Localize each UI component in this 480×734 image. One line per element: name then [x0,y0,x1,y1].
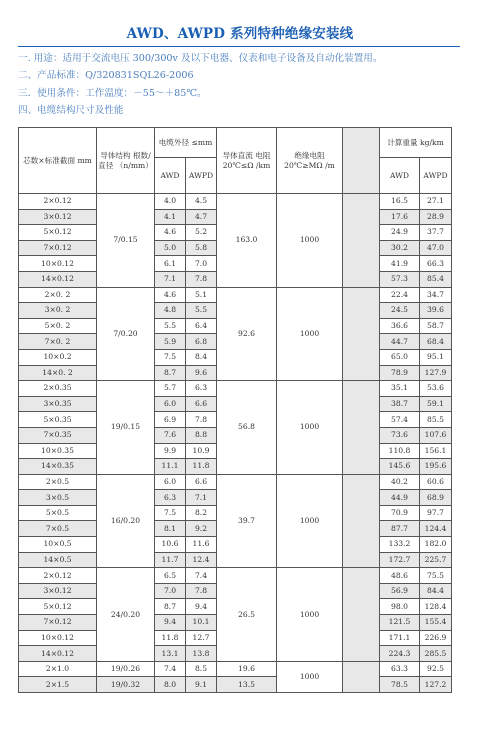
cell-weight-awpd: 59.1 [420,396,452,412]
cell-core: 10×0.12 [19,630,97,646]
title-rule [18,46,460,47]
cell-od-awpd: 7.1 [186,490,217,506]
cell-od-awd: 6.1 [155,256,186,272]
header-structure: 导体结构 根数/直径 （n/mm） [97,128,155,194]
cell-core: 5×0. 2 [19,318,97,334]
cell-od-awd: 7.5 [155,349,186,365]
cell-od-awpd: 9.4 [186,599,217,615]
cell-core: 2×0.35 [19,381,97,397]
cell-od-awpd: 8.8 [186,427,217,443]
table-row [19,677,452,693]
cell-core: 14×0.35 [19,459,97,475]
cell-core: 3×0.35 [19,396,97,412]
cell-weight-awpd: 155.4 [420,615,452,631]
cell-core: 10×0.5 [19,537,97,553]
cell-weight-awpd: 66.3 [420,256,452,272]
cell-od-awd: 7.6 [155,427,186,443]
cell-core: 10×0.35 [19,443,97,459]
cell-core: 10×0.2 [19,349,97,365]
cell-od-awpd: 9.2 [186,521,217,537]
cell-od-awd: 7.1 [155,271,186,287]
cell-dcr: 39.7 [217,474,277,568]
cell-od-awd: 8.7 [155,599,186,615]
cell-weight-awpd: 37.7 [420,225,452,241]
cell-weight-awpd: 225.7 [420,552,452,568]
note-usage: 一. 用途：适用于交流电压 300/300v 及以下电器、仪表和电子设备及自动化装置用。 [18,53,383,64]
cell-core: 7×0.35 [19,427,97,443]
cell-od-awpd: 7.8 [186,583,217,599]
cell-weight-awpd: 34.7 [420,287,452,303]
cell-spacer [343,287,380,381]
cell-weight-awpd: 75.5 [420,568,452,584]
cell-core: 14×0.12 [19,271,97,287]
cell-weight-awpd: 68.9 [420,490,452,506]
cell-weight-awd: 36.6 [380,318,420,334]
cell-weight-awpd: 84.4 [420,583,452,599]
cell-od-awpd: 7.8 [186,412,217,428]
cell-core: 7×0.5 [19,521,97,537]
cell-weight-awd: 110.8 [380,443,420,459]
cell-weight-awpd: 60.6 [420,474,452,490]
cell-weight-awd: 40.2 [380,474,420,490]
cell-core: 7×0.12 [19,615,97,631]
cell-core: 14×0.5 [19,552,97,568]
cell-core: 7×0.12 [19,240,97,256]
page-title: AWD、AWPD 系列特种绝缘安装线 [126,26,354,42]
note-conditions: 三．使用条件：工作温度：－55～＋85℃。 [18,87,207,99]
cell-core: 14×0. 2 [19,365,97,381]
cell-insulation: 1000 [277,661,343,692]
cell-od-awpd: 13.8 [186,646,217,662]
cell-od-awd: 13.1 [155,646,186,662]
cell-od-awd: 11.1 [155,459,186,475]
cell-weight-awd: 57.4 [380,412,420,428]
cell-core: 5×0.5 [19,505,97,521]
cell-weight-awd: 78.5 [380,677,420,693]
cell-dcr: 26.5 [217,568,277,662]
cell-core: 2×1.0 [19,661,97,677]
cell-dcr: 163.0 [217,194,277,288]
cell-dcr: 19.6 [217,661,277,677]
cell-od-awd: 4.6 [155,225,186,241]
cell-od-awd: 5.0 [155,240,186,256]
cell-spacer [343,474,380,568]
cell-weight-awd: 171.1 [380,630,420,646]
cell-weight-awpd: 127.9 [420,365,452,381]
cell-od-awd: 9.9 [155,443,186,459]
cell-weight-awpd: 39.6 [420,303,452,319]
cell-weight-awpd: 195.6 [420,459,452,475]
cell-od-awpd: 4.7 [186,209,217,225]
cell-weight-awpd: 85.5 [420,412,452,428]
cell-od-awpd: 6.6 [186,396,217,412]
header-spacer [343,128,380,194]
cell-weight-awd: 44.7 [380,334,420,350]
cell-insulation: 1000 [277,474,343,568]
cell-weight-awpd: 47.0 [420,240,452,256]
cell-od-awpd: 8.2 [186,505,217,521]
cell-weight-awpd: 226.9 [420,630,452,646]
cell-weight-awd: 35.1 [380,381,420,397]
table-row [19,474,452,490]
cell-od-awpd: 5.8 [186,240,217,256]
cell-weight-awd: 121.5 [380,615,420,631]
header-insulation: 绝缘电阻 20℃≥MΩ /m [277,128,343,194]
cell-od-awd: 4.8 [155,303,186,319]
cell-od-awd: 5.9 [155,334,186,350]
cell-od-awd: 6.0 [155,396,186,412]
cell-core: 3×0.12 [19,209,97,225]
cell-core: 5×0.12 [19,599,97,615]
cell-weight-awpd: 285.5 [420,646,452,662]
cell-spacer [343,568,380,662]
note-standard: 二、产品标准：Q/320831SQL26-2006 [18,70,194,82]
cell-weight-awd: 56.9 [380,583,420,599]
cell-od-awpd: 7.4 [186,568,217,584]
cell-od-awd: 7.5 [155,505,186,521]
cell-weight-awd: 65.0 [380,349,420,365]
cell-od-awpd: 10.1 [186,615,217,631]
cell-core: 3×0.5 [19,490,97,506]
cell-structure: 16/0.20 [97,474,155,568]
cell-od-awd: 4.0 [155,194,186,210]
cell-weight-awd: 17.6 [380,209,420,225]
cell-weight-awpd: 97.7 [420,505,452,521]
cell-structure: 24/0.20 [97,568,155,662]
header-dcr: 导体直流 电阻 20℃≤Ω /km [217,128,277,194]
cell-od-awpd: 10.9 [186,443,217,459]
cell-weight-awd: 22.4 [380,287,420,303]
cell-weight-awd: 57.3 [380,271,420,287]
cell-weight-awd: 78.9 [380,365,420,381]
cell-od-awpd: 6.6 [186,474,217,490]
cell-core: 7×0. 2 [19,334,97,350]
cell-od-awd: 7.0 [155,583,186,599]
cell-weight-awd: 48.6 [380,568,420,584]
cell-weight-awd: 30.2 [380,240,420,256]
cell-weight-awpd: 28.9 [420,209,452,225]
cell-spacer [343,661,380,692]
cell-od-awd: 8.0 [155,677,186,693]
cell-core: 3×0.12 [19,583,97,599]
cell-core: 2×1.5 [19,677,97,693]
cell-od-awpd: 11.8 [186,459,217,475]
cell-od-awpd: 6.8 [186,334,217,350]
cell-od-awd: 6.0 [155,474,186,490]
cell-weight-awpd: 182.0 [420,537,452,553]
cell-weight-awpd: 27.1 [420,194,452,210]
cell-weight-awd: 172.7 [380,552,420,568]
cell-weight-awd: 224.3 [380,646,420,662]
cell-weight-awd: 73.6 [380,427,420,443]
cell-core: 5×0.12 [19,225,97,241]
table-row [19,287,452,303]
header-od-awpd: AWPD [186,158,217,194]
cell-core: 10×0.12 [19,256,97,272]
cell-dcr: 92.6 [217,287,277,381]
header-weight-awpd: AWPD [420,158,452,194]
cell-weight-awd: 44.9 [380,490,420,506]
cell-weight-awd: 24.5 [380,303,420,319]
cell-spacer [343,381,380,475]
cell-core: 5×0.35 [19,412,97,428]
cell-dcr: 56.8 [217,381,277,475]
header-weight-awd: AWD [380,158,420,194]
cell-od-awd: 5.5 [155,318,186,334]
cell-od-awpd: 5.5 [186,303,217,319]
cell-core: 2×0.5 [19,474,97,490]
cell-od-awd: 11.7 [155,552,186,568]
cell-core: 14×0.12 [19,646,97,662]
table-row [19,194,452,210]
cell-core: 2×0.12 [19,194,97,210]
cell-od-awd: 10.6 [155,537,186,553]
cell-od-awd: 5.7 [155,381,186,397]
cell-weight-awpd: 58.7 [420,318,452,334]
cell-weight-awd: 41.9 [380,256,420,272]
cell-dcr: 13.5 [217,677,277,693]
table-row [19,661,452,677]
cell-weight-awd: 38.7 [380,396,420,412]
cell-od-awpd: 9.1 [186,677,217,693]
cell-od-awpd: 8.4 [186,349,217,365]
header-od-group: 电缆外径 ≤mm [155,128,217,158]
cell-od-awd: 8.1 [155,521,186,537]
cell-od-awd: 4.6 [155,287,186,303]
header-od-awd: AWD [155,158,186,194]
cell-insulation: 1000 [277,568,343,662]
cell-weight-awd: 16.5 [380,194,420,210]
cell-od-awd: 9.4 [155,615,186,631]
cell-weight-awd: 98.0 [380,599,420,615]
cell-insulation: 1000 [277,287,343,381]
cell-od-awpd: 12.4 [186,552,217,568]
cell-weight-awpd: 156.1 [420,443,452,459]
cell-weight-awpd: 53.6 [420,381,452,397]
cell-weight-awpd: 128.4 [420,599,452,615]
cell-insulation: 1000 [277,381,343,475]
cell-weight-awpd: 85.4 [420,271,452,287]
cell-weight-awpd: 124.4 [420,521,452,537]
cell-od-awd: 7.4 [155,661,186,677]
cell-od-awpd: 4.5 [186,194,217,210]
cell-od-awd: 6.3 [155,490,186,506]
header-core: 芯数×标准截面 mm [19,128,97,194]
cell-od-awd: 6.5 [155,568,186,584]
cell-od-awpd: 5.1 [186,287,217,303]
cell-od-awpd: 5.2 [186,225,217,241]
cell-weight-awpd: 92.5 [420,661,452,677]
cell-od-awpd: 11.6 [186,537,217,553]
note-section-heading: 四、电缆结构尺寸及性能 [18,104,124,116]
cell-weight-awd: 24.9 [380,225,420,241]
spec-table [18,127,452,693]
cell-structure: 19/0.15 [97,381,155,475]
cell-od-awpd: 12.7 [186,630,217,646]
cell-weight-awd: 133.2 [380,537,420,553]
table-row [19,568,452,584]
cell-spacer [343,194,380,288]
cell-weight-awpd: 107.6 [420,427,452,443]
cell-weight-awpd: 68.4 [420,334,452,350]
cell-core: 3×0. 2 [19,303,97,319]
cell-weight-awpd: 95.1 [420,349,452,365]
cell-od-awpd: 8.5 [186,661,217,677]
cell-weight-awd: 145.6 [380,459,420,475]
cell-insulation: 1000 [277,194,343,288]
cell-weight-awd: 63.3 [380,661,420,677]
cell-structure: 19/0.32 [97,677,155,693]
cell-core: 2×0. 2 [19,287,97,303]
notes [18,50,478,119]
cell-structure: 7/0.15 [97,194,155,288]
cell-od-awd: 6.9 [155,412,186,428]
cell-weight-awd: 70.9 [380,505,420,521]
cell-od-awpd: 7.0 [186,256,217,272]
cell-structure: 7/0.20 [97,287,155,381]
table-row [19,381,452,397]
cell-core: 2×0.12 [19,568,97,584]
cell-od-awd: 11.8 [155,630,186,646]
header-weight-group: 计算重量 kg/km [380,128,452,158]
cell-od-awpd: 6.4 [186,318,217,334]
cell-od-awpd: 7.8 [186,271,217,287]
cell-od-awd: 4.1 [155,209,186,225]
cell-structure: 19/0.26 [97,661,155,677]
cell-od-awd: 8.7 [155,365,186,381]
cell-weight-awpd: 127.2 [420,677,452,693]
cell-od-awpd: 6.3 [186,381,217,397]
cell-od-awpd: 9.6 [186,365,217,381]
cell-weight-awd: 87.7 [380,521,420,537]
